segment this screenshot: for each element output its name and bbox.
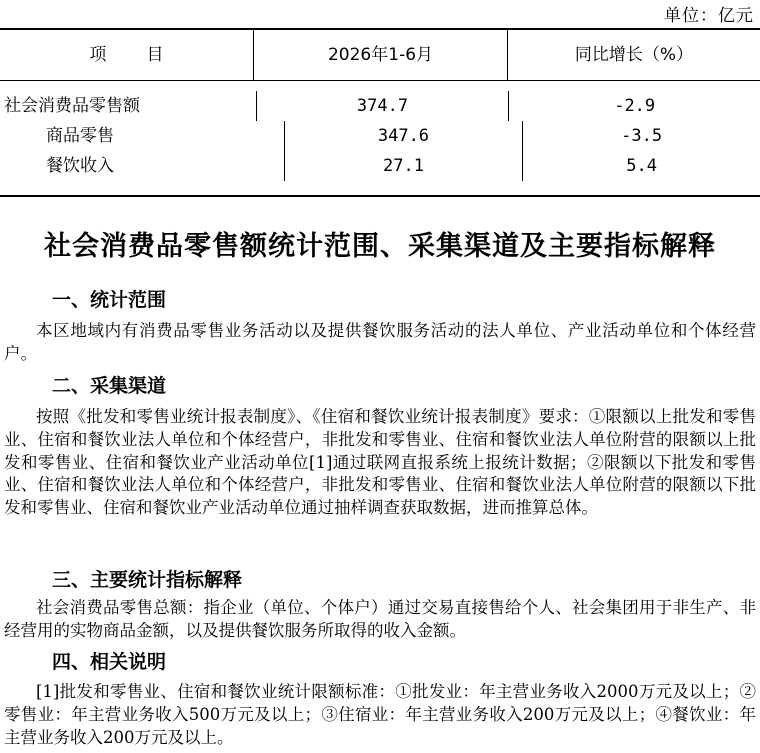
section-heading-notes: 四、相关说明 bbox=[52, 651, 167, 673]
table-header-row bbox=[0, 30, 760, 81]
section-heading-scope: 一、统计范围 bbox=[52, 289, 167, 311]
retail-sales-table bbox=[0, 28, 760, 197]
header-item bbox=[0, 30, 254, 80]
table-row bbox=[0, 91, 760, 121]
row-value: 347.6 bbox=[285, 121, 524, 151]
header-growth: 同比增长（%） bbox=[574, 45, 694, 65]
section-heading-channels: 二、采集渠道 bbox=[52, 375, 167, 397]
row-name: 商品零售 bbox=[0, 121, 285, 151]
section-heading-indicators: 三、主要统计指标解释 bbox=[52, 569, 243, 591]
row-growth: -3.5 bbox=[621, 126, 663, 146]
section-body-indicators: 社会消费品零售总额：指企业（单位、个体户）通过交易直接售给个人、社会集团用于非生产、非经营用的实物商品金额，以及提供餐饮服务所取得的收入金额。 bbox=[4, 598, 756, 640]
row-value: 27.1 bbox=[285, 151, 524, 181]
row-name: 社会消费品零售额 bbox=[0, 91, 257, 121]
section-body-scope: 本区地域内有消费品零售业务活动以及提供餐饮服务活动的法人单位、产业活动单位和个体经营户。 bbox=[4, 321, 756, 363]
section-body-channels: 按照《批发和零售业统计报表制度》、《住宿和餐饮业统计报表制度》要求：①限额以上批发和零售业、住宿和餐饮业法人单位和个体经营户，非批发和零售业、住宿和餐饮业法人单位附营的限额以上批发和零售业、住宿和餐饮业产业活动单位[1]通过联网直报系统上报统计数据；②限额以下批发和零售业、住宿和餐饮业法人单位和个体经营户，非批发和零售业、住宿和餐饮业法人单位附营的限额以下批发和零售业、住宿和餐饮业产业活动单位通过抽样调查获取数据，进而推算总体。 bbox=[4, 407, 756, 518]
section-body-notes: [1]批发和零售业、住宿和餐饮业统计限额标准：①批发业：年主营业务收入2000万元及以上；②零售业：年主营业务收入500万元及以上；③住宿业：年主营业务收入200万元及以上；④餐饮业：年主营业务收入200万元及以上。 bbox=[4, 682, 756, 747]
row-name: 餐饮收入 bbox=[0, 151, 285, 181]
header-item-char-1: 项 bbox=[89, 45, 107, 65]
row-growth: -2.9 bbox=[614, 96, 656, 116]
header-period: 2026年1-6月 bbox=[254, 30, 508, 80]
header-item-char-2: 目 bbox=[146, 45, 164, 65]
table-row bbox=[0, 121, 760, 151]
unit-label: 单位：亿元 bbox=[664, 6, 754, 26]
document-title: 社会消费品零售额统计范围、采集渠道及主要指标解释 bbox=[44, 231, 716, 262]
row-growth: 5.4 bbox=[626, 156, 657, 176]
table-row bbox=[0, 151, 760, 181]
row-value: 374.7 bbox=[257, 91, 510, 121]
